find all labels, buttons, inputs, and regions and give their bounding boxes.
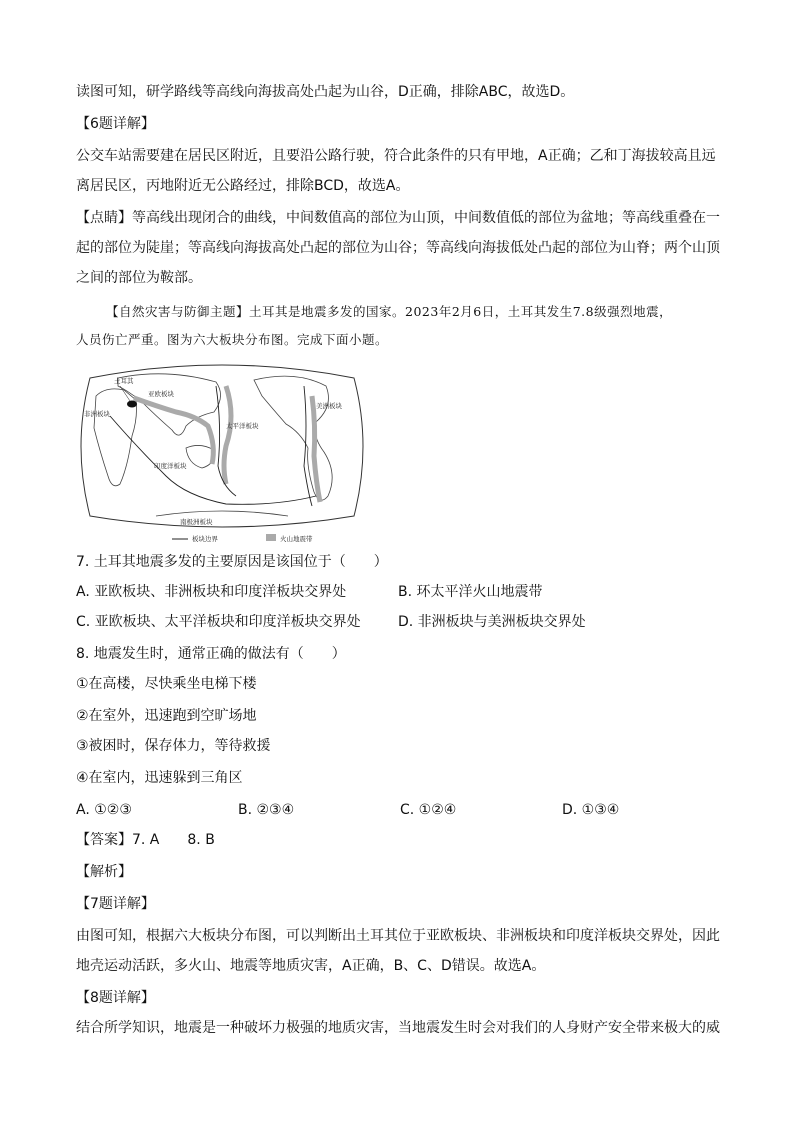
q8-statement-2: ②在室外，迅速跑到空旷场地 xyxy=(76,708,257,724)
q7-detail-text-cont: 地壳运动活跃，多火山、地震等地质灾害，A正确，B、C、D错误。故选A。 xyxy=(76,958,546,974)
plate-map-svg xyxy=(76,356,368,544)
topic-intro: 【自然灾害与防御主题】土耳其是地震多发的国家。2023年2月6日，土耳其发生7.8级强烈地震， xyxy=(106,304,673,319)
answer-line: 【答案】7. A 8. B xyxy=(76,832,215,848)
label-antarctic: 南极洲板块 xyxy=(180,518,213,526)
q8-statement-4: ④在室内，迅速躲到三角区 xyxy=(76,770,243,786)
text-line: 公交车站需要建在居民区附近，且要沿公路行驶，符合此条件的只有甲地，A正确；乙和丁海拔较高且远 xyxy=(76,148,716,164)
q7-option-b: B. 环太平洋火山地震带 xyxy=(398,584,543,600)
legend-volcano-swatch xyxy=(266,534,276,541)
text-line: 起的部位为陡崖；等高线向海拔高处凸起的部位为山谷；等高线向海拔低处凸起的部位为山脊；两个山顶 xyxy=(76,240,720,256)
question-8-stem: 8. 地震发生时，通常正确的做法有（ ） xyxy=(76,646,346,662)
q8-statement-1: ①在高楼，尽快乘坐电梯下楼 xyxy=(76,676,257,692)
label-indian: 印度洋板块 xyxy=(154,462,187,470)
q7-detail-text: 由图可知，根据六大板块分布图，可以判断出土耳其位于亚欧板块、非洲板块和印度洋板块交界处，因此 xyxy=(76,928,720,944)
legend-boundary-label: 板块边界 xyxy=(192,535,218,543)
q8-option-a: A. ①②③ xyxy=(76,802,132,818)
plate-map xyxy=(76,356,368,544)
analysis-heading: 【解析】 xyxy=(76,864,132,880)
q7-option-c: C. 亚欧板块、太平洋板块和印度洋板块交界处 xyxy=(76,614,361,630)
label-turkey: 土耳其 xyxy=(114,377,134,385)
label-pacific: 太平洋板块 xyxy=(226,422,259,430)
label-eurasia: 亚欧板块 xyxy=(148,390,174,398)
q8-detail-heading: 【8题详解】 xyxy=(76,990,155,1006)
question-7-stem: 7. 土耳其地震多发的主要原因是该国位于（ ） xyxy=(76,554,388,570)
text-line: 【点睛】等高线出现闭合的曲线，中间数值高的部位为山顶，中间数值低的部位为盆地；等高线重叠在一 xyxy=(76,210,720,226)
q8-option-d: D. ①③④ xyxy=(562,802,620,818)
text-line: 读图可知，研学路线等高线向海拔高处凸起为山谷，D正确，排除ABC，故选D。 xyxy=(76,84,575,100)
turkey-marker xyxy=(127,401,137,408)
label-america: 美洲板块 xyxy=(316,402,342,410)
q8-option-c: C. ①②④ xyxy=(400,802,457,818)
q8-statement-3: ③被困时，保存体力，等待救援 xyxy=(76,738,271,754)
q8-option-b: B. ②③④ xyxy=(238,802,295,818)
q8-detail-text: 结合所学知识，地震是一种破坏力极强的地质灾害，当地震发生时会对我们的人身财产安全带来极大的威 xyxy=(76,1020,720,1036)
topic-intro-cont: 人员伤亡严重。图为六大板块分布图。完成下面小题。 xyxy=(76,332,389,347)
q7-option-a: A. 亚欧板块、非洲板块和印度洋板块交界处 xyxy=(76,584,347,600)
q7-option-d: D. 非洲板块与美洲板块交界处 xyxy=(398,614,586,630)
section-heading: 【6题详解】 xyxy=(76,116,155,132)
text-line: 之间的部位为鞍部。 xyxy=(76,270,202,286)
label-africa: 非洲板块 xyxy=(84,410,110,418)
legend-volcano-label: 火山地震带 xyxy=(280,535,313,543)
text-line: 离居民区，丙地附近无公路经过，排除BCD，故选A。 xyxy=(76,178,410,194)
q7-detail-heading: 【7题详解】 xyxy=(76,896,155,912)
